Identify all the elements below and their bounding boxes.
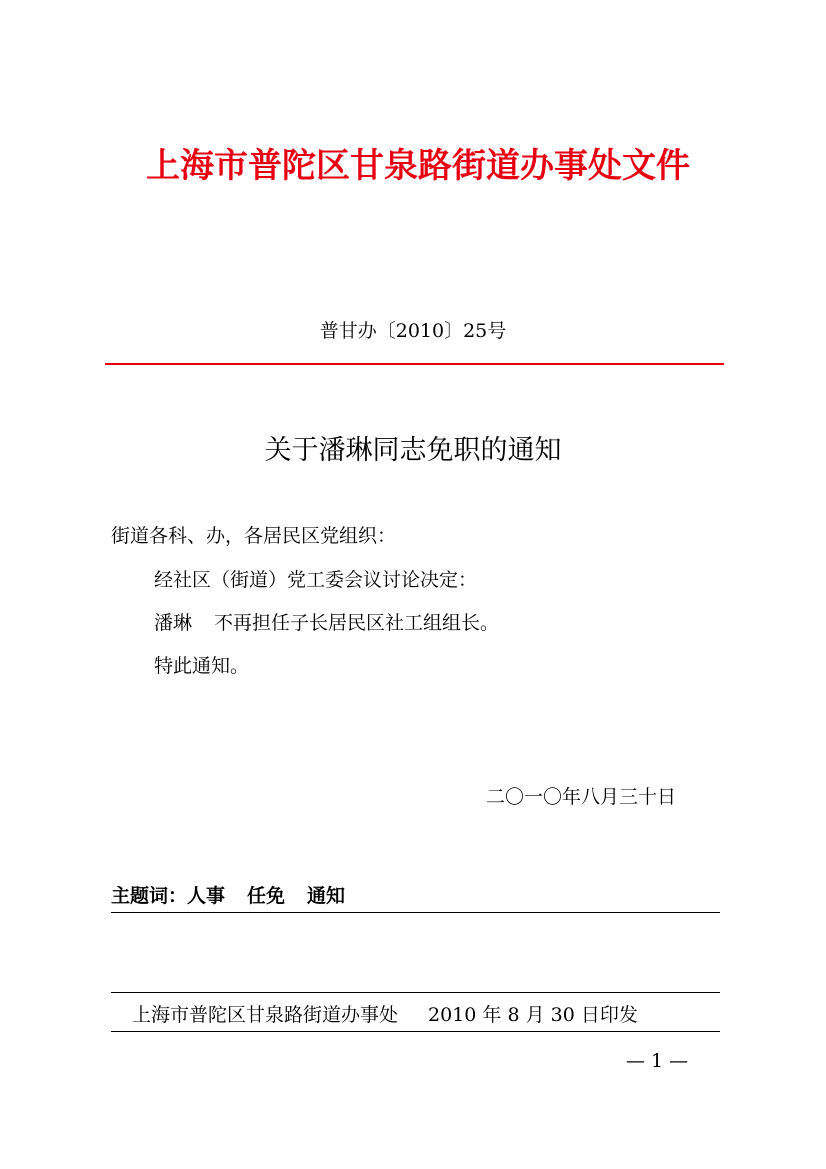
keyword-item: 人事 — [187, 885, 226, 907]
keywords-label: 主题词： — [111, 885, 188, 907]
document-header-title: 上海市普陀区甘泉路街道办事处文件 — [146, 146, 690, 186]
dismissal-paragraph — [154, 609, 499, 637]
keywords-underline — [111, 912, 720, 913]
keyword-item: 任免 — [247, 885, 286, 907]
dismissal-text: 不再担任子长居民区社工组组长。 — [214, 612, 500, 634]
person-name: 潘琳 — [154, 612, 193, 634]
decision-paragraph: 经社区（街道）党工委会议讨论决定： — [154, 569, 478, 591]
page-number: — 1 — — [626, 1050, 689, 1072]
signing-date: 二〇一〇年八月三十日 — [486, 786, 677, 808]
keyword-item: 通知 — [307, 885, 346, 907]
red-divider — [105, 363, 724, 365]
keywords-line — [111, 882, 345, 910]
issuer-line — [132, 1001, 638, 1029]
issue-date: 2010 年 8 月 30 日印发 — [428, 1004, 638, 1026]
document-number: 普甘办〔2010〕25号 — [319, 320, 507, 342]
closing-paragraph: 特此通知。 — [154, 655, 250, 677]
footer-top-rule — [111, 992, 720, 993]
issuer-name: 上海市普陀区甘泉路街道办事处 — [132, 1004, 399, 1026]
addressee: 街道各科、办，各居民区党组织： — [111, 525, 397, 547]
footer-bottom-rule — [111, 1031, 720, 1032]
notice-title: 关于潘琳同志免职的通知 — [264, 435, 562, 466]
